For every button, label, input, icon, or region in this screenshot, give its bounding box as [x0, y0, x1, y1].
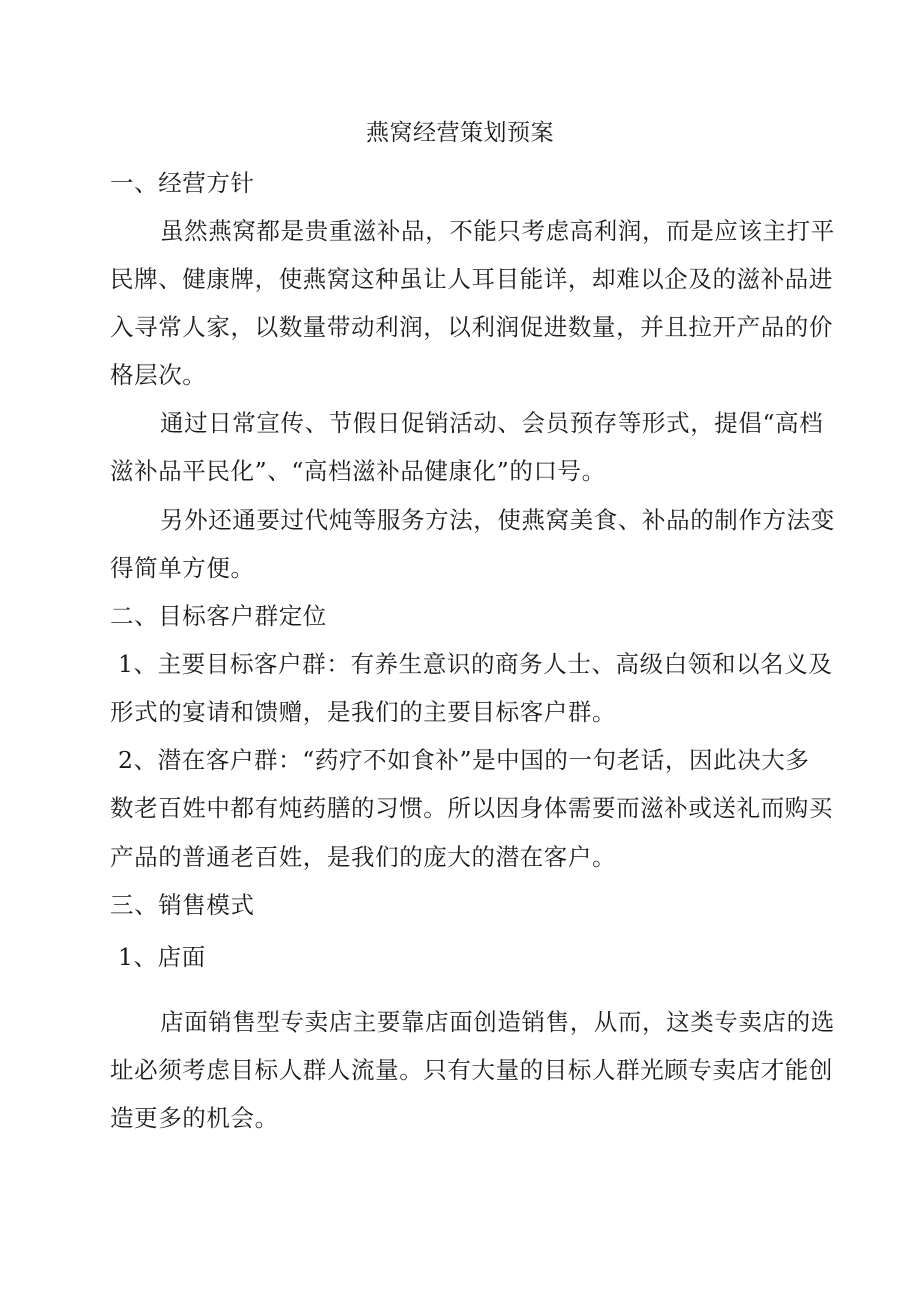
subsection-heading: 1、店面 [118, 943, 206, 971]
paragraph-line: 址必须考虑目标人群人流量。只有大量的目标人群光顾专卖店才能创 [110, 1056, 833, 1084]
paragraph-line: 得简单方便。 [110, 554, 255, 582]
document-title: 燕窝经营策划预案 [366, 120, 554, 146]
section-heading-3: 三、销售模式 [110, 891, 255, 919]
paragraph-line: 数老百姓中都有炖药膳的习惯。所以因身体需要而滋补或送礼而购买 [110, 794, 833, 822]
paragraph-line: 滋补品平民化”、“高档滋补品健康化”的口号。 [110, 457, 606, 485]
paragraph-line: 民牌、健康牌，使燕窝这种虽让人耳目能详，却难以企及的滋补品进 [110, 265, 833, 293]
section-heading-2: 二、目标客户群定位 [110, 602, 327, 630]
list-item-line: 1、主要目标客户群：有养生意识的商务人士、高级白领和以名义及 [118, 650, 833, 678]
paragraph-line: 另外还通要过代炖等服务方法，使燕窝美食、补品的制作方法变 [160, 506, 835, 534]
paragraph-line: 格层次。 [110, 361, 207, 389]
paragraph-line: 造更多的机会。 [110, 1104, 279, 1132]
paragraph-line: 产品的普通老百姓，是我们的庞大的潜在客户。 [110, 843, 617, 871]
list-item-line: 2、潜在客户群：“药疗不如食补”是中国的一句老话，因此决大多 [118, 746, 810, 774]
paragraph-line: 通过日常宣传、节假日促销活动、会员预存等形式，提倡“高档 [160, 409, 824, 437]
paragraph-line: 店面销售型专卖店主要靠店面创造销售，从而，这类专卖店的选 [160, 1008, 835, 1036]
paragraph-line: 虽然燕窝都是贵重滋补品，不能只考虑高利润，而是应该主打平 [160, 217, 835, 245]
section-heading-1: 一、经营方针 [110, 169, 255, 197]
paragraph-line: 入寻常人家，以数量带动利润，以利润促进数量，并且拉开产品的价 [110, 313, 833, 341]
paragraph-line: 形式的宴请和馈赠，是我们的主要目标客户群。 [110, 698, 617, 726]
